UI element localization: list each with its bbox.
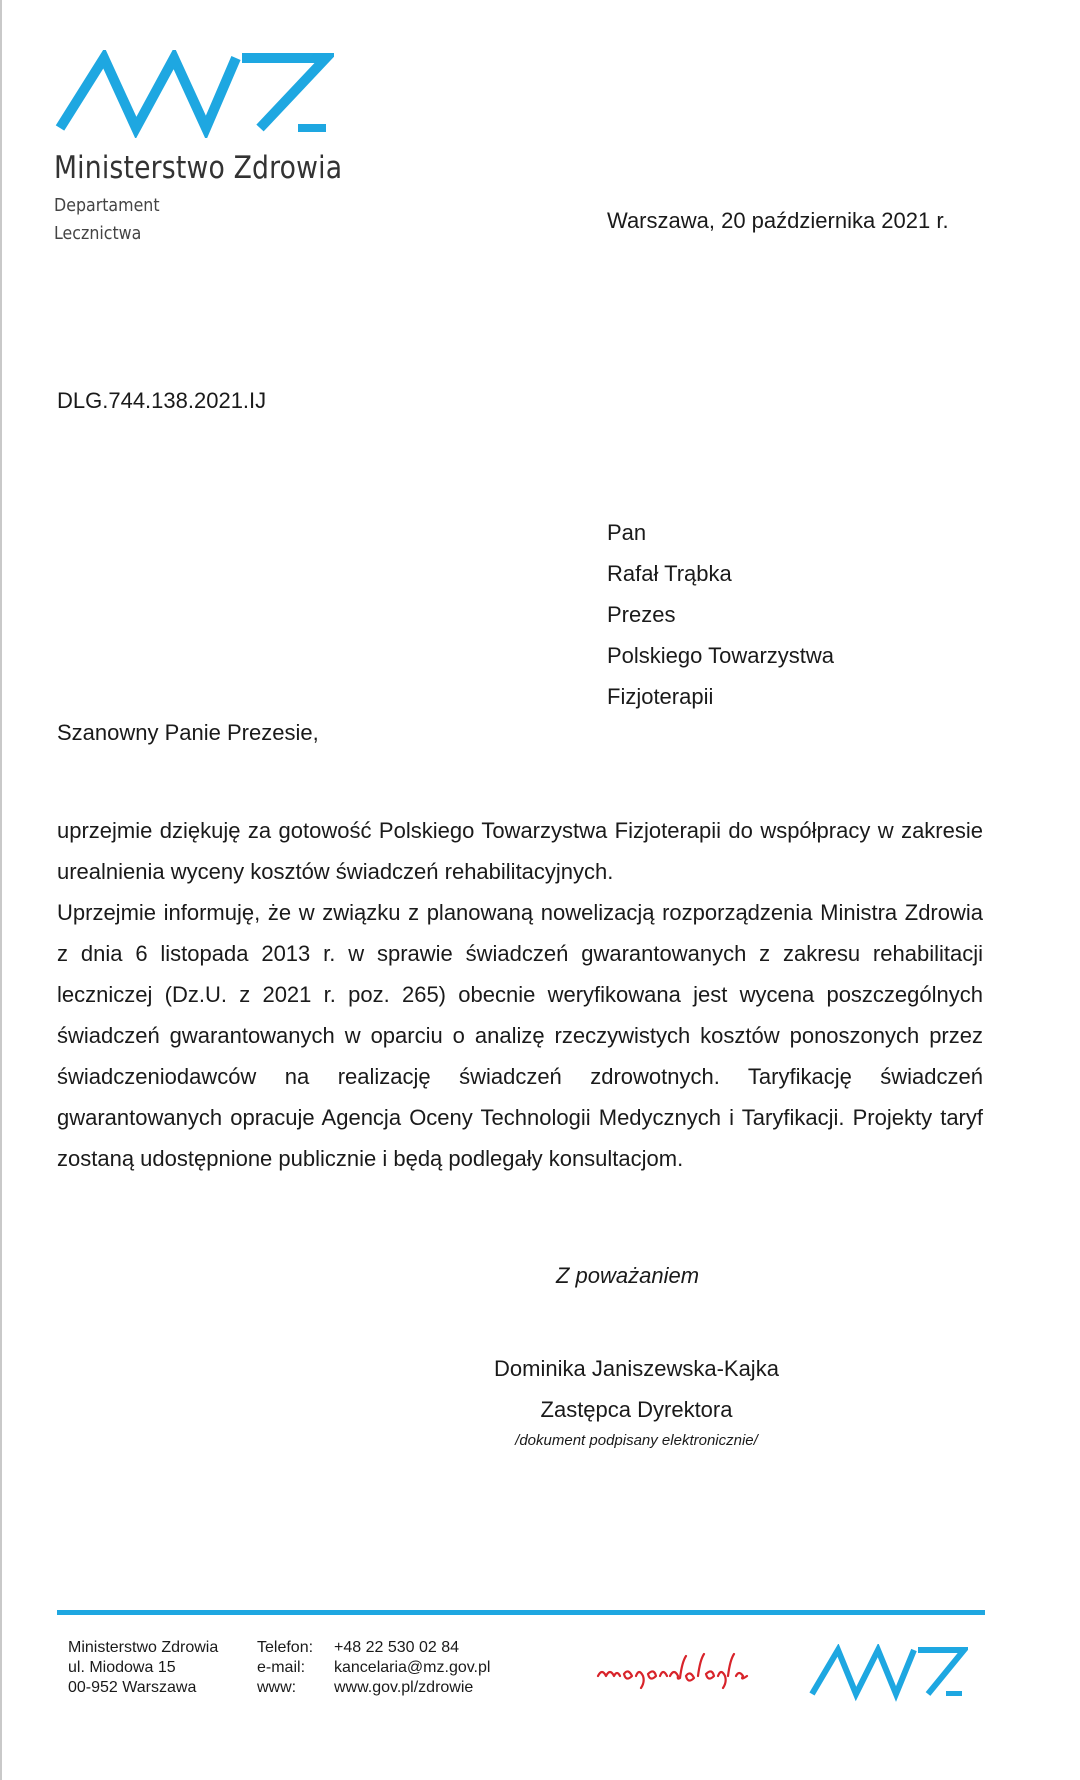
addressee-line: Fizjoterapii (607, 684, 714, 709)
niepodlegla-logo-icon (594, 1650, 774, 1694)
footer-contact-values (334, 1638, 490, 1698)
department-line-1: Departament (54, 195, 160, 216)
ministry-logo-icon (54, 50, 334, 138)
body-paragraph: Uprzejmie informuję, że w związku z planowaną nowelizacją rozporządzenia Ministra Zdrowia z dnia 6 listopada 2013 r. w sprawie świadczeń gwarantowanych z zakresu rehabilitacji leczniczej (Dz.U. z 2021 r. poz. 265) obecnie weryfikowana jest wycena poszczególnych świadczeń gwarantowanych w oparciu o analizę rzeczywistych kosztów ponoszonych przez świadczeniodawców na realizację świadczeń zdrowotnych. Taryfikację świadczeń gwarantowanych opracuje Agencja Oceny Technologii Medycznych i Taryfikacji. Projekty taryf zostaną udostępnione publicznie i będą podlegały konsultacjom. (57, 900, 983, 1171)
footer-address-line: 00-952 Warszawa (68, 1679, 197, 1696)
signer-title: Zastępca Dyrektora (540, 1397, 733, 1422)
footer-contact-labels (257, 1638, 313, 1698)
footer-website-link[interactable]: www.gov.pl/zdrowie (334, 1679, 474, 1696)
footer-phone: +48 22 530 02 84 (334, 1639, 460, 1656)
closing-phrase: Z poważaniem (556, 1263, 700, 1288)
footer-divider (57, 1610, 985, 1615)
addressee-line: Rafał Trąbka (607, 561, 732, 586)
page-edge (0, 0, 2, 1780)
ministry-name: Ministerstwo Zdrowia (54, 150, 343, 186)
footer-label: www: (257, 1679, 297, 1696)
reference-number: DLG.744.138.2021.IJ (57, 388, 267, 413)
signer-name: Dominika Janiszewska-Kajka (494, 1356, 779, 1381)
footer-label: Telefon: (257, 1639, 314, 1656)
department-line-2: Lecznictwa (54, 223, 142, 244)
footer-address-line: ul. Miodowa 15 (68, 1659, 176, 1676)
ministry-logo-small-icon (808, 1644, 968, 1702)
footer-address (68, 1638, 218, 1698)
addressee-line: Pan (607, 520, 647, 545)
footer-email-link[interactable]: kancelaria@mz.gov.pl (334, 1659, 491, 1676)
addressee-line: Polskiego Towarzystwa (607, 643, 835, 668)
addressee-line: Prezes (607, 602, 676, 627)
footer-label: e-mail: (257, 1659, 306, 1676)
letter-date: Warszawa, 20 października 2021 r. (607, 208, 949, 233)
footer-address-line: Ministerstwo Zdrowia (68, 1639, 219, 1656)
department-name (54, 192, 160, 248)
salutation: Szanowny Panie Prezesie, (57, 720, 319, 745)
body-paragraph: uprzejmie dziękuję za gotowość Polskiego Towarzystwa Fizjoterapii do współpracy w zakresie urealnienia wyceny kosztów świadczeń rehabilitacyjnych. (57, 818, 983, 884)
signature-block (480, 1348, 793, 1430)
addressee-block (607, 512, 834, 717)
electronic-signature-note: /dokument podpisany elektronicznie/ (515, 1432, 758, 1449)
letter-body (57, 810, 983, 1179)
